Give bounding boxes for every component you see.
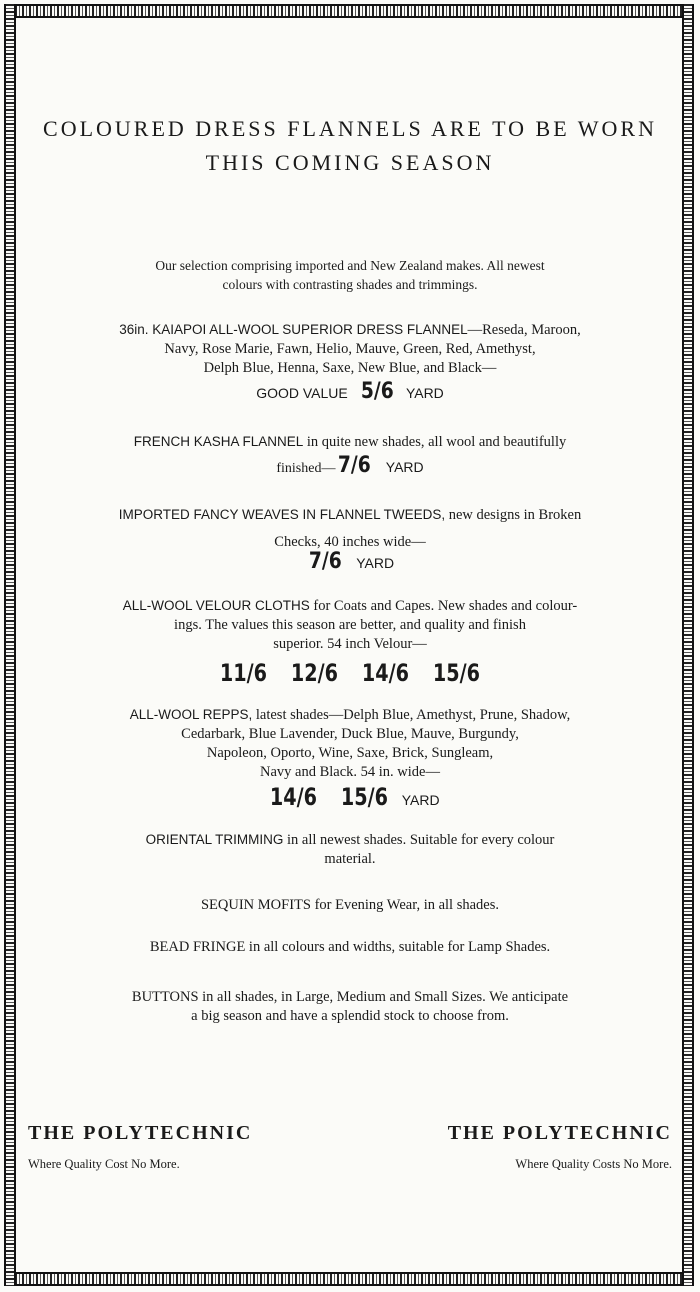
store-tagline: Where Quality Cost No More. <box>28 1157 180 1171</box>
item-text: ings. The values this season are better, and quality and finish <box>174 617 526 633</box>
footer-right <box>412 1122 672 1172</box>
price: 12/6 <box>291 659 339 687</box>
item-velour-cloths <box>60 596 640 686</box>
item-lead: 36in. KAIAPOI ALL-WOOL SUPERIOR DRESS FLANNEL <box>119 322 468 337</box>
item-text: Checks, 40 inches wide— <box>274 534 426 550</box>
item-lead: ORIENTAL TRIMMING <box>145 832 284 847</box>
item-text: superior. 54 inch Velour— <box>273 636 427 652</box>
intro-line-1: Our selection comprising imported and New Zealand makes. All newest <box>155 258 545 273</box>
item-bead-fringe <box>60 938 640 957</box>
price-line <box>60 659 640 687</box>
item-lead: IMPORTED FANCY WEAVES IN FLANNEL TWEEDS, <box>118 507 446 522</box>
item-all-wool-repps <box>60 705 640 810</box>
ornamental-border-right <box>682 4 694 1286</box>
price-unit: YARD <box>405 385 444 401</box>
headline-line-2: THIS COMING SEASON <box>205 150 495 175</box>
item-text: in all newest shades. Suitable for every colour <box>283 832 555 848</box>
item-text: Cedarbark, Blue Lavender, Duck Blue, Mauve, Burgundy, <box>181 726 519 742</box>
price: 15/6 <box>432 659 480 687</box>
store-name: THE POLYTECHNIC <box>447 1122 672 1144</box>
price-line <box>60 783 640 811</box>
price-line <box>60 549 640 574</box>
item-lead: ALL-WOOL REPPS, <box>129 707 253 722</box>
item-sequin-mofits <box>60 896 640 915</box>
price: 7/6 <box>338 453 372 478</box>
headline-line-1: COLOURED DRESS FLANNELS ARE TO BE WORN <box>43 116 657 141</box>
item-text: BUTTONS in all shades, in Large, Medium and Small Sizes. We anticipate <box>131 989 569 1005</box>
item-text: BEAD FRINGE in all colours and widths, suitable for Lamp Shades. <box>149 939 551 955</box>
item-text: Navy, Rose Marie, Fawn, Helio, Mauve, Green, Red, Amethyst, <box>164 341 536 357</box>
price: 11/6 <box>220 659 268 687</box>
ornamental-border-left <box>4 4 16 1286</box>
intro-line-2: colours with contrasting shades and trimmings. <box>222 277 478 292</box>
item-text: Napoleon, Oporto, Wine, Saxe, Brick, Sungleam, <box>206 745 494 761</box>
intro-paragraph <box>70 256 630 294</box>
price: 14/6 <box>361 659 409 687</box>
item-text: in quite new shades, all wool and beautifully <box>303 434 567 450</box>
item-text: Delph Blue, Henna, Saxe, New Blue, and Black— <box>203 360 497 376</box>
store-name: THE POLYTECHNIC <box>28 1122 253 1144</box>
headline <box>30 112 670 180</box>
price: 5/6 <box>360 379 394 404</box>
item-text: Navy and Black. 54 in. wide— <box>259 764 440 780</box>
item-oriental-trimming <box>60 830 640 869</box>
price-unit: YARD <box>356 555 395 571</box>
item-text: material. <box>324 851 376 867</box>
item-text: finished— <box>276 461 336 476</box>
item-text: for Coats and Capes. New shades and colour- <box>309 598 578 614</box>
price-unit: YARD <box>401 792 440 808</box>
price-prefix: GOOD VALUE <box>256 385 348 401</box>
advertisement <box>30 0 670 1292</box>
item-text: latest shades—Delph Blue, Amethyst, Prune, Shadow, <box>252 707 571 723</box>
item-text: —Reseda, Maroon, <box>467 322 581 338</box>
price-unit: YARD <box>385 459 424 475</box>
store-tagline: Where Quality Costs No More. <box>515 1157 672 1171</box>
item-buttons <box>60 988 640 1026</box>
price: 7/6 <box>308 549 342 574</box>
price-line <box>60 453 640 478</box>
item-flannel-tweeds <box>60 505 640 573</box>
item-text: a big season and have a splendid stock to choose from. <box>191 1008 509 1024</box>
footer-left <box>28 1122 288 1172</box>
price-line <box>60 379 640 404</box>
item-kasha-flannel <box>60 432 640 478</box>
price: 14/6 <box>270 783 318 811</box>
item-text: new designs in Broken <box>445 507 582 523</box>
price: 15/6 <box>341 783 389 811</box>
item-lead: ALL-WOOL VELOUR CLOTHS <box>122 598 310 613</box>
item-text: SEQUIN MOFITS for Evening Wear, in all shades. <box>200 897 499 913</box>
item-kaiapoi-flannel <box>60 320 640 403</box>
item-lead: FRENCH KASHA FLANNEL <box>133 434 304 449</box>
